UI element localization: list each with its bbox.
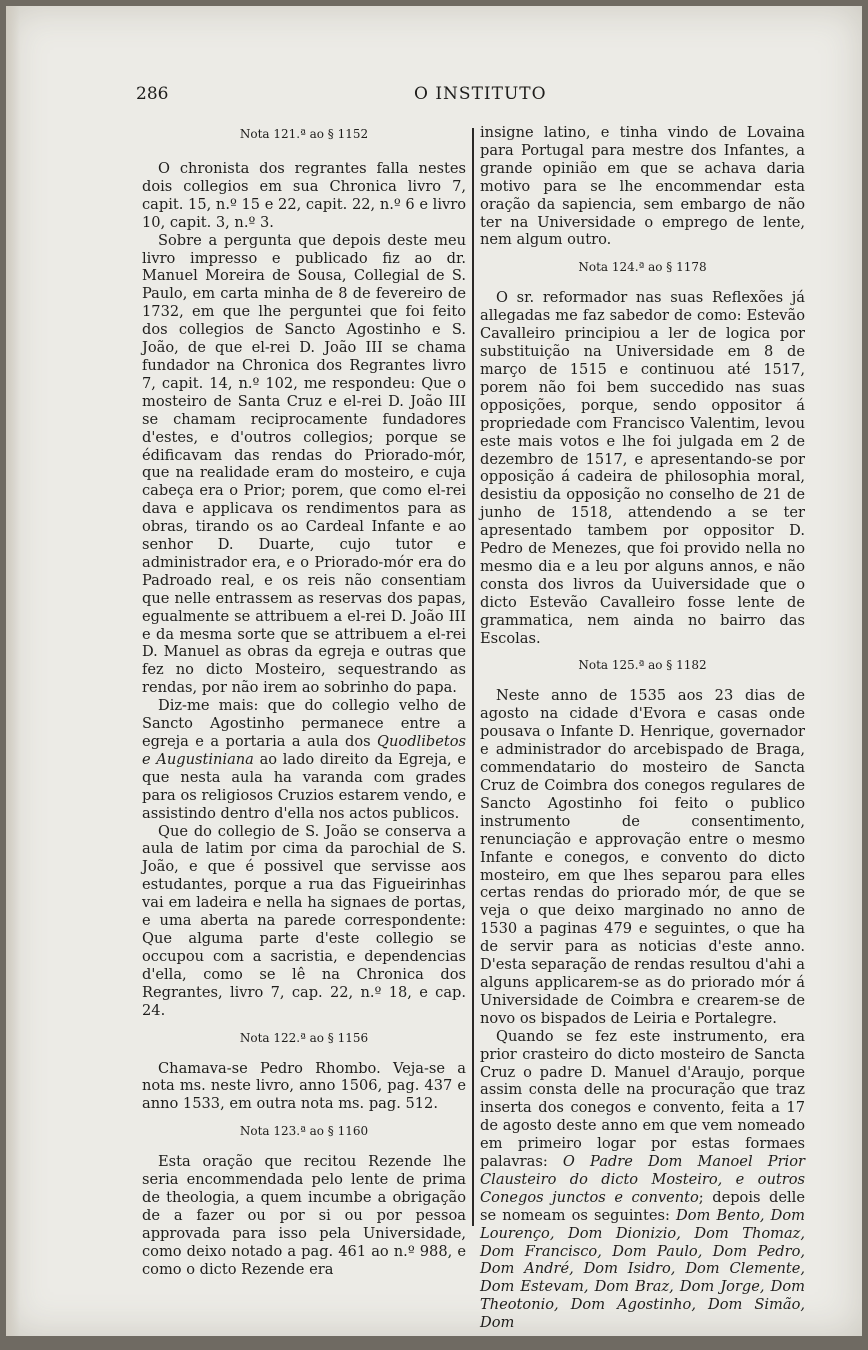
note-121-paragraph-3 (142, 697, 466, 822)
note-122-heading: Nota 122.ª ao § 1156 (239, 1030, 369, 1045)
column-divider (472, 128, 474, 1226)
note-123-paragraph-1: Esta oração que recitou Rezende lhe seria encommendada pelo lente de prima de theologia, a quem incumbe a obrigação de a fazer ou por si ou por pessoa approvada para isso pela Universidade, como deixo notado a pag. 461 ao n.º 988, e como o dicto Rezende era (142, 1153, 466, 1278)
note-125-heading: Nota 125.ª ao § 1182 (578, 658, 707, 673)
right-column (480, 124, 805, 1332)
note-123-continuation: insigne latino, e tinha vindo de Lovaina para Portugal para mestre dos Infantes, a grande opinião em que se achava daria motivo para se lhe encommendar esta oração da sapiencia, sem embargo de não ter na Universidade o emprego de lente, nem algum outro. (480, 124, 805, 249)
note-122-paragraph-1: Chamava-se Pedro Rhombo. Veja-se a nota ms. neste livro, anno 1506, pag. 437 e anno 1533, em outra nota ms. pag. 512. (142, 1059, 466, 1113)
page-header (6, 84, 862, 110)
note-121-heading: Nota 121.ª ao § 1152 (239, 127, 369, 141)
note-121-paragraph-3-italic: Quodlibetos e Augustiniana (142, 733, 466, 768)
note-125-paragraph-2 (480, 1028, 805, 1332)
note-121-paragraph-1: O chronista dos regrantes falla nestes dois collegios em sua Chronica livro 7, capit. 15, n.º 15 e 22, capit. 22, n.º 6 e livro 10, capit. 3, n.º 3. (142, 160, 466, 231)
note-124-heading: Nota 124.ª ao § 1178 (578, 260, 707, 275)
note-123-heading: Nota 123.ª ao § 1160 (239, 1124, 369, 1139)
note-125-paragraph-2-text-a: Quando se fez este instrumento, era prior crasteiro do dicto mosteiro de Sancta Cruz o padre D. Manuel d'Araujo, porque assim consta delle na procuração que traz inserta dos conegos e convento, feita a 17 de agosto deste anno em que vem nomeado em primeiro logar por estas formaes palavras: (480, 1027, 805, 1171)
note-125-paragraph-2-text-b: ; depois delle se nomeam os seguintes: (480, 1188, 805, 1224)
note-121-paragraph-4: Que do collegio de S. João se conserva a aula de latim por cima da parochial de S. João, e que é possivel que servisse aos estudantes, porque a rua das Figueirinhas vai em ladeira e nella ha signaes de portas, e uma aberta na parede correspondente: Que alguma parte d'este collegio se occupou com a sacristia, e dependencias d'ella, como se lê na Chronica dos Regrantes, livro 7, cap. 22, n.º 18, e cap. 24. (142, 822, 466, 1019)
running-title: O INSTITUTO (414, 84, 547, 104)
note-125-paragraph-2-italic-b: Dom Bento, Dom Lourenço, Dom Dionizio, Dom Thomaz, Dom Francisco, Dom Paulo, Dom Pedro, Dom André, Dom Isidro, Dom Clemente, Dom Estevam, Dom Braz, Dom Jorge, Dom Theotonio, Dom Agostinho, Dom Simão, Dom (480, 1206, 805, 1332)
page-number: 286 (136, 84, 169, 104)
book-page (6, 6, 862, 1336)
note-121-paragraph-3-text-a: Diz-me mais: que do collegio velho de Sancto Agostinho permanece entre a egreja e a portaria a aula dos (142, 697, 466, 750)
note-124-paragraph-1: O sr. reformador nas suas Reflexões já allegadas me faz sabedor de como: Estevão Cavalleiro principiou a ler de logica por substituição na Universidade em 8 de março de 1515 e continuou até 1517, porem não foi bem succedido nas suas opposições, porque, sendo oppositor á propriedade com Francisco Valentim, levou este mais votos e lhe foi julgada em 2 de dezembro de 1517, e apresentando-se por opposição á cadeira de philosophia moral, desistiu da opposição no conselho de 21 de junho de 1518, attendendo a se ter apresentado tambem por oppositor D. Pedro de Menezes, que foi provido nella no mesmo dia e a leu por alguns annos, e não consta dos livros da Uuiversidade que o dicto Estevão Cavalleiro fosse lente de grammatica, nem ainda no bairro das Escolas. (480, 289, 805, 647)
note-121-paragraph-3-text-b: ao lado direito da Egreja, e que nesta aula ha varanda com grades para os religiosos Cruzios estarem vendo, e assistindo dentro d'ella nos actos publicos. (142, 750, 467, 822)
note-125-paragraph-2-italic-a: O Padre Dom Manoel Prior Clausteiro do dicto Mosteiro, e outros Conegos junctos e convento (480, 1153, 805, 1206)
left-column (142, 124, 466, 1279)
note-125-paragraph-1: Neste anno de 1535 aos 23 dias de agosto na cidade d'Evora e casas onde pousava o Infante D. Henrique, governador e administrador do arcebispado de Braga, commendatario do mosteiro de Sancta Cruz de Coimbra dos conegos regulares de Sancto Agostinho foi feito o publico instrumento de consentimento, renunciação e approvação entre o mesmo Infante e conegos, e convento do dicto mosteiro, em que lhes separou para elles certas rendas do priorado mór, de que se veja o que deixo marginado no anno de 1530 a paginas 479 e seguintes, o que ha de servir para as noticias d'este anno. D'esta separação de rendas resultou d'ahi a alguns applicarem-se as do priorado mór á Universidade de Coimbra e crearem-se de novo os bispados de Leiria e Portalegre. (480, 687, 805, 1027)
note-121-paragraph-2: Sobre a pergunta que depois deste meu livro impresso e publicado fiz ao dr. Manuel Moreira de Sousa, Collegial de S. Paulo, em carta minha de 8 de fevereiro de 1732, em que lhe perguntei que foi feito dos collegios de Sancto Agostinho e S. João, de que el-rei D. João III se chama fundador na Chronica dos Regrantes livro 7, capit. 14, n.º 102, me respondeu: Que o mosteiro de Santa Cruz e el-rei D. João III se chamam reciprocamente fundadores d'estes, e d'outros collegios; porque se édificavam das rendas do Priorado-mór, que na realidade eram do mosteiro, e cuja cabeça era o Prior; porem, que como el-rei dava e applicava os rendimentos para as obras, tirando os ao Cardeal Infante e ao senhor D. Duarte, cujo tutor e administrador era, e o Priorado-mór era do Padroado real, e os reis não consentiam que nelle entrassem as reservas dos papas, egualmente se attribuem a el-rei D. João III e da mesma sorte que se attribuem a el-rei D. Manuel as obras da egreja e outras que fez no dicto Mosteiro, sequestrando as rendas, por não irem ao sobrinho do papa. (142, 231, 466, 697)
